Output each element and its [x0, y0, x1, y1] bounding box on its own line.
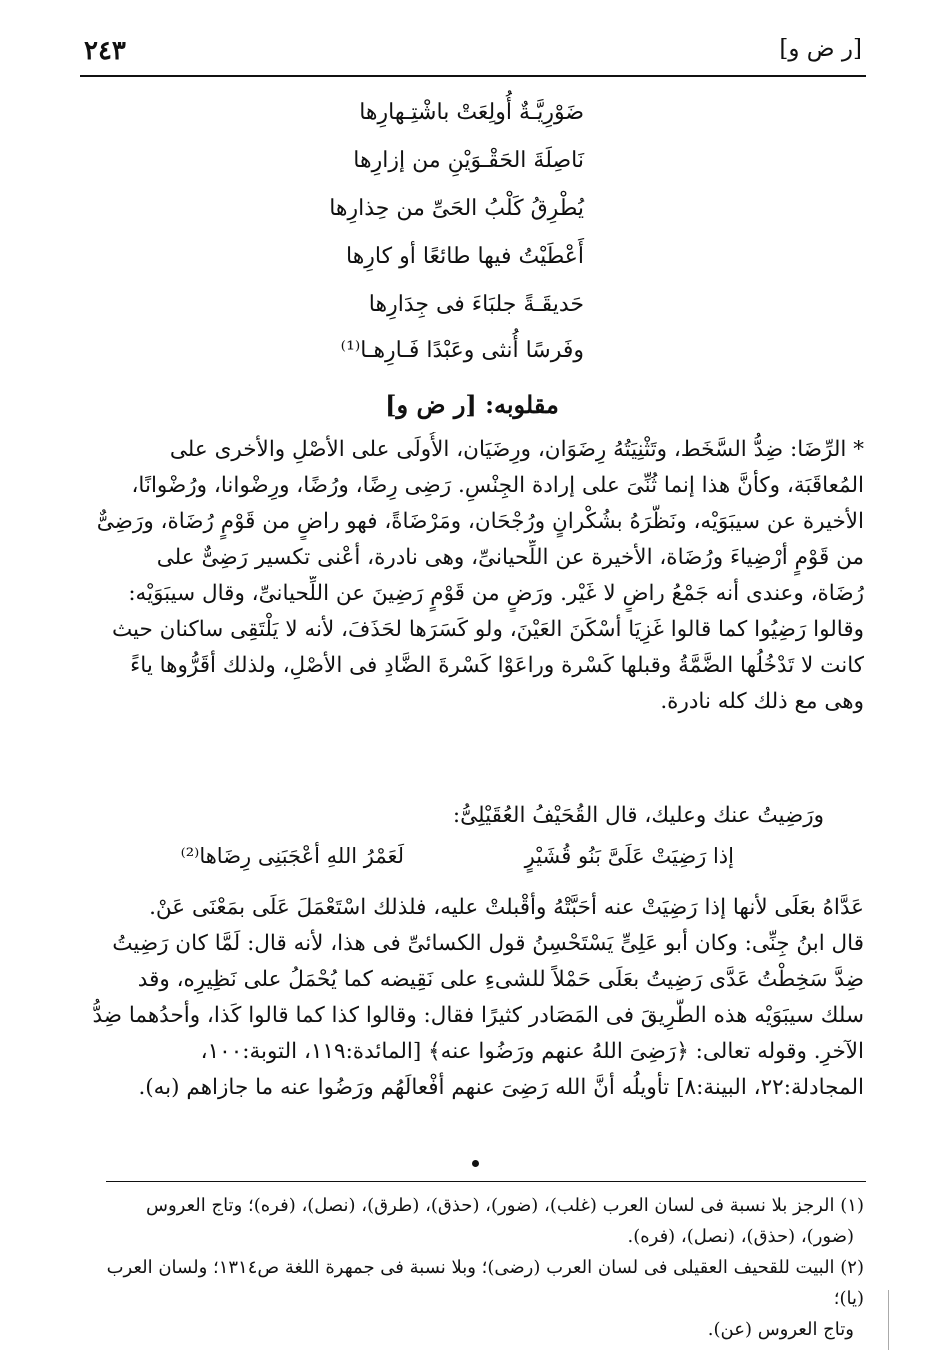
footnote-line: (ضور)، (حذق)، (نصل)، (فره). [627, 1226, 854, 1247]
text-line: كانت لا تَدْخُلُها الضَّمَّةُ وقبلها كَسْرة وراعَوْا كَسْرةَ الضَّادِ فى الأصْلِ، ولذلك أقَرُّوها ياءً [130, 653, 864, 678]
text-line: الأخيرة عن سيبَوَيْه، ونَظَّرَهُ بشُكْرانٍ ورُجْحَان، ومَرْضَاةً، فهو راضٍ من قَوْمٍ رُضَاة، ورَضِىٌّ [96, 509, 864, 534]
poem-verse [82, 844, 864, 878]
text-line: وهى مع ذلك كله نادرة. [660, 689, 864, 714]
footnote-line: وتاج العروس (عن). [707, 1319, 854, 1340]
text-line: المجادلة:٢٢، البينة:٨] تأويلُه أنَّ الله رَضِىَ عنهم أفْعالَهُم ورَضُوا عنه ما جازاهم (به). [138, 1075, 864, 1100]
footnote-rule [106, 1181, 866, 1182]
text-line: ضِدَّ سَخِطْتُ عَدَّى رَضِيتُ بعَلَى حَمْلاً للشىءِ على نَقِيضه كما يُحْمَلُ على نَظِيرِه، وقد [137, 967, 864, 992]
body-paragraph [82, 890, 864, 1106]
text-line: سلك سيبَوَيْه هذه الطَّرِيقَ فى المَصَادر كثيرًا فقال: وقالوا كذا كما قالوا كَذا، وأحدُهما ضِدُّ [92, 1003, 864, 1028]
text-line: * الرِّضَا: ضِدُّ السَّخَط، وتَثْنِيَتُهُ رِضَوَان، ورِضَيَان، الأُولَى على الأصْلِ والأخرى على [169, 437, 864, 462]
footnotes [82, 1190, 864, 1345]
text-line: وقالوا رَضِيُوا كما قالوا غَزِيَا أسْكَنَ العَيْنَ، ولو كَسَرَها لحَذَفَ، لأنه لا يَلْتَقِى ساكنان حيث [111, 617, 864, 642]
verse-line: يُطْرِقُ كَلْبُ الحَىِّ من حِذارِها [329, 196, 584, 221]
text-line: عَدَّاهُ بعَلَى لأنها إذا رَضِيَتْ عنه أحَبَّتْهُ وأقْبلتْ عليه، فلذلك اسْتَعْمَلَ عَلَى بمَعْنَى عَنْ. [149, 895, 864, 920]
ink-dot [472, 1160, 479, 1167]
verse-line: نَاصِلَةَ الحَقْـوَيْنِ من إزارِها [353, 148, 584, 173]
entry-paragraph [82, 432, 864, 720]
verse-line: ضَوْرِيَّـةٌ أُولِعَتْ باشْتِـهارِها [359, 100, 584, 125]
root-label: [ر ض و] [779, 36, 862, 62]
header-rule [80, 75, 866, 77]
section-heading: مقلوبه: [ر ض و] [385, 390, 559, 419]
intro-line [82, 798, 824, 834]
verse-line: حَديقَـةً جلبَاءَ فى جِدَارِها [368, 292, 584, 317]
verse-line: أَعْطَيْتُ فيها طائعًا أو كارِها [346, 244, 584, 269]
text-line: المُعاقَبَة، وكأنَّ هذا إنما ثُنِّىَ على إرادة الجِنْسِ. رَضِى رِضًا، ورُضًا، ورِضْوانا، ورُضْوانًا، [131, 473, 864, 498]
text-line: ورَضِيتُ عنك وعليك، قال القُحَيْفُ العُقَيْلِىُّ: [452, 803, 824, 828]
text-line: من قَوْمٍ أرْضِياءَ ورُضَاة، الأخيرة عن اللِّحيانىِّ، وهى نادرة، أعْنى تكسير رَضِىٌّ على [156, 545, 864, 570]
text-line: الآخرِ. وقوله تعالى: ﴿رَضِىَ اللهُ عنهم ورَضُوا عنه﴾ [المائدة:١١٩، التوبة:١٠٠، [200, 1039, 864, 1064]
text-line: رُضَاة، وعندى أنه جَمْعُ راضٍ لا غَيْر. ورَضٍ من قَوْمٍ رَضِينَ عن اللِّحيانىِّ، وقال سيبَوَيْه: [128, 581, 864, 606]
poem-second-hemistich: لَعَمْرُ اللهِ أعْجَبَنِى رِضَاها⁽²⁾ [180, 844, 404, 868]
poem-first-hemistich: إذا رَضِيَتْ عَلَىَّ بَنُو قُشَيْرٍ [524, 844, 734, 868]
page-number: ٢٤٣ [84, 36, 126, 66]
verse-line: وفَرسًا أُنثى وعَبْدًا فَـارِهـا⁽¹⁾ [340, 338, 584, 363]
footnote-line: (١) الرجز بلا نسبة فى لسان العرب (غلب)، (ضور)، (حذق)، (طرق)، (نصل)، (فره)؛ وتاج العروس [145, 1195, 864, 1216]
text-line: قال ابنُ جِنِّى: وكان أبو عَلِىٍّ يَسْتَحْسِنُ قول الكسائىِّ فى هذا، لأنه قال: لَمَّا كان رَضِيتُ [112, 931, 864, 956]
margin-mark [888, 1290, 889, 1350]
footnote-line: (٢) البيت للقحيف العقيلى فى لسان العرب (رضى)؛ وبلا نسبة فى جمهرة اللغة ص١٣١٤؛ ولسان العرب (يا)؛ [106, 1257, 864, 1309]
